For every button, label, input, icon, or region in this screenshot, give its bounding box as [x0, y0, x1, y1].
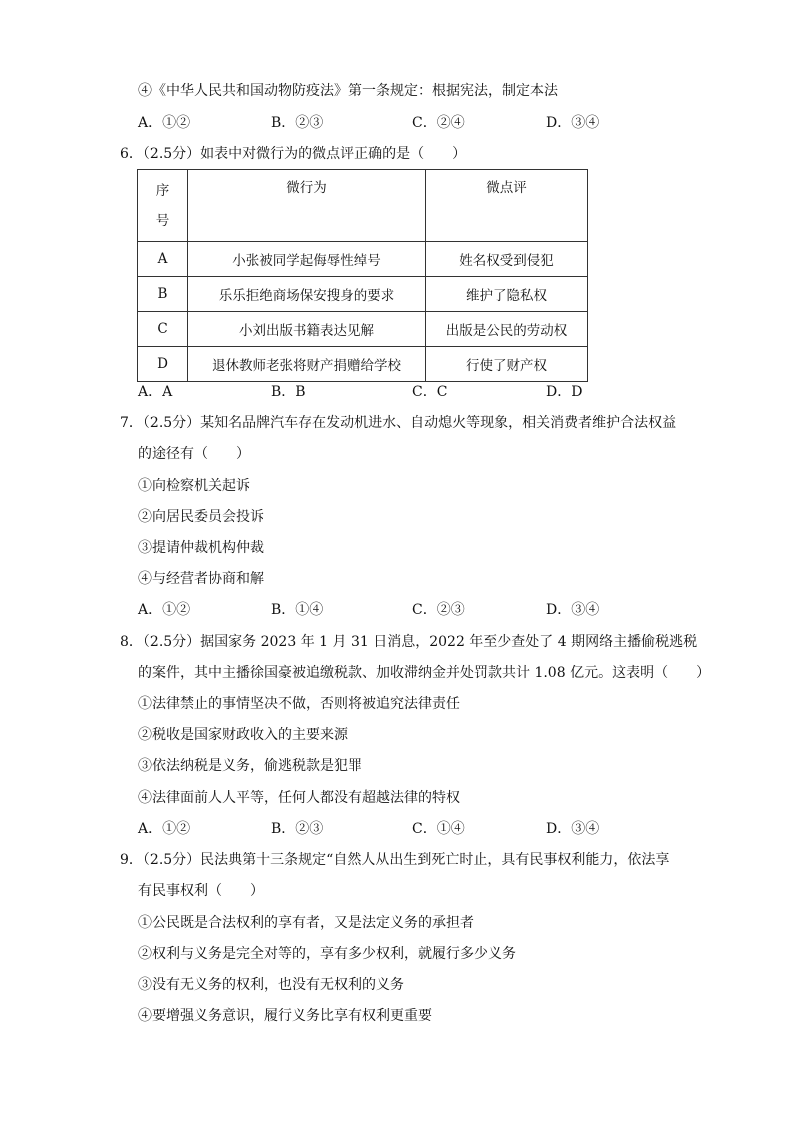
- q8-item-2: ②税收是国家财政收入的主要来源: [138, 727, 348, 743]
- q9-item-3: ③没有无义务的权利，也没有无权利的义务: [138, 977, 404, 993]
- header-seq: [138, 170, 188, 242]
- q9-item-1: ①公民既是合法权利的享有者，又是法定义务的承担者: [138, 915, 474, 931]
- q7-option-d: D．③④: [546, 602, 600, 618]
- table-row: [138, 277, 588, 312]
- header-behavior: 微行为: [188, 170, 426, 242]
- q7-item-2: ②向居民委员会投诉: [138, 509, 264, 525]
- q5-option-d: D．③④: [546, 115, 600, 131]
- q6-option-a: A．A: [138, 384, 173, 400]
- header-seq-char-2: 号: [155, 213, 170, 229]
- cell-comment: 出版是公民的劳动权: [426, 312, 588, 347]
- cell-seq: D: [138, 347, 188, 382]
- q5-option-c: C．②④: [412, 115, 465, 131]
- cell-behavior: 乐乐拒绝商场保安搜身的要求: [188, 277, 426, 312]
- q8-item-1: ①法律禁止的事情坚决不做，否则将被追究法律责任: [138, 696, 460, 712]
- q8-options: [138, 819, 658, 839]
- cell-comment: 行使了财产权: [426, 347, 588, 382]
- header-comment: 微点评: [426, 170, 588, 242]
- q7-options: [138, 600, 658, 620]
- q7-option-a: A．①②: [138, 602, 191, 618]
- q8-option-b: B．②③: [271, 821, 324, 837]
- q6-option-b: B．B: [271, 384, 306, 400]
- q5-item-4: ④《中华人民共和国动物防疫法》第一条规定：根据宪法，制定本法: [138, 83, 558, 99]
- q5-option-b: B．②③: [271, 115, 324, 131]
- header-seq-char-1: 序: [155, 183, 170, 199]
- q8-option-d: D．③④: [546, 821, 600, 837]
- q8-item-3: ③依法纳税是义务，偷逃税款是犯罪: [138, 758, 362, 774]
- cell-behavior: 退休教师老张将财产捐赠给学校: [188, 347, 426, 382]
- q8-option-a: A．①②: [138, 821, 191, 837]
- q9-item-4: ④要增强义务意识，履行义务比享有权利更重要: [138, 1008, 432, 1024]
- q6-options: [138, 382, 658, 402]
- cell-behavior: 小刘出版书籍表达见解: [188, 312, 426, 347]
- cell-behavior: 小张被同学起侮辱性绰号: [188, 242, 426, 277]
- cell-seq: A: [138, 242, 188, 277]
- table-row: [138, 312, 588, 347]
- q6-option-c: C．C: [412, 384, 448, 400]
- q8-item-4: ④法律面前人人平等，任何人都没有超越法律的特权: [138, 790, 460, 806]
- q6-table: [137, 169, 588, 382]
- q7-item-4: ④与经营者协商和解: [138, 571, 264, 587]
- q8-stem-line-1: 8．（2.5分）据国家务 2023 年 1 月 31 日消息，2022 年至少查处了 4 期网络主播偷税逃税: [120, 634, 698, 650]
- q9-item-2: ②权利与义务是完全对等的，享有多少权利，就履行多少义务: [138, 946, 516, 962]
- table-header-row: [138, 170, 588, 242]
- cell-comment: 维护了隐私权: [426, 277, 588, 312]
- cell-comment: 姓名权受到侵犯: [426, 242, 588, 277]
- q9-stem-line-1: 9．（2.5分）民法典第十三条规定“自然人从出生到死亡时止，具有民事权利能力，依法享: [120, 852, 670, 868]
- q6-stem: 6．（2.5分）如表中对微行为的微点评正确的是（ ）: [120, 146, 467, 162]
- q7-stem-line-2: 的途径有（ ）: [138, 446, 250, 462]
- q7-option-c: C．②③: [412, 602, 465, 618]
- q8-stem-line-2: 的案件，其中主播徐国豪被追缴税款、加收滞纳金并处罚款共计 1.08 亿元。这表明（ ）: [138, 665, 711, 681]
- q6-option-d: D．D: [546, 384, 583, 400]
- q9-stem-line-2: 有民事权利（ ）: [138, 883, 264, 899]
- q7-item-3: ③提请仲裁机构仲裁: [138, 540, 264, 556]
- q5-option-a: A．①②: [138, 115, 191, 131]
- cell-seq: C: [138, 312, 188, 347]
- table-row: [138, 242, 588, 277]
- q7-stem-line-1: 7．（2.5分）某知名品牌汽车存在发动机进水、自动熄火等现象，相关消费者维护合法权益: [120, 415, 677, 431]
- cell-seq: B: [138, 277, 188, 312]
- q8-option-c: C．①④: [412, 821, 465, 837]
- q7-option-b: B．①④: [271, 602, 324, 618]
- q5-options: [138, 113, 658, 133]
- q7-item-1: ①向检察机关起诉: [138, 478, 250, 494]
- table-row: [138, 347, 588, 382]
